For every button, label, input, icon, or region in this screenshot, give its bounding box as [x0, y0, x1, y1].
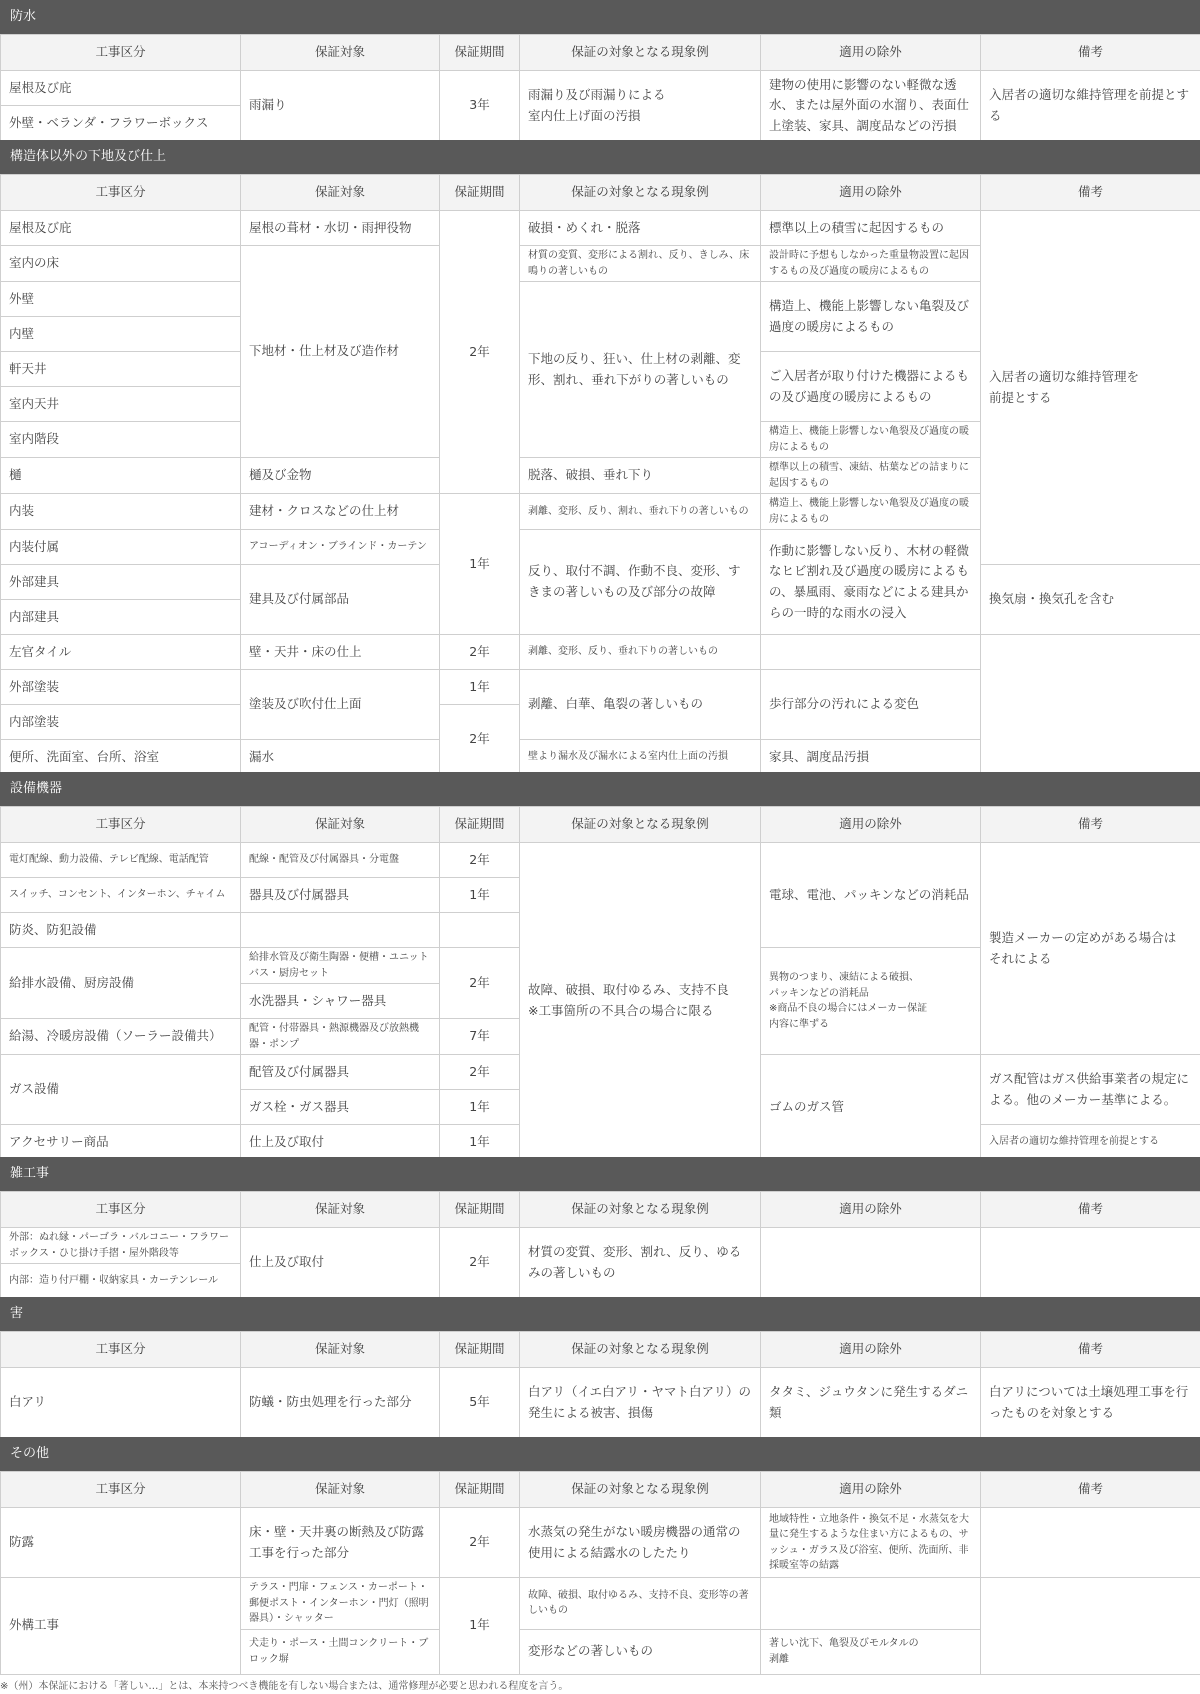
note-cell: 入居者の適切な維持管理を前提とする [981, 1125, 1200, 1160]
work-category-cell: 外壁・ベランダ・フラワーボックス [1, 106, 241, 141]
example-cell: 破損・めくれ・脱落 [520, 211, 761, 246]
target-cell: 防蟻・防虫処理を行った部分 [241, 1368, 440, 1438]
header-period: 保証期間 [440, 1472, 520, 1508]
example-cell: 下地の反り、狂い、仕上材の剥離、変形、割れ、垂れ下がりの著しいもの [520, 282, 761, 458]
work-category-cell: 室内の床 [1, 246, 241, 282]
exclusion-cell: 構造上、機能上影響しない亀裂及び過度の暖房によるもの [761, 494, 981, 530]
note-cell: 白アリについては土壌処理工事を行ったものを対象とする [981, 1368, 1200, 1438]
section-header-equipment: 設備機器 [0, 772, 1200, 806]
target-cell: テラス・門扉・フェンス・カーポート・郵便ポスト・インターホン・門灯（照明器具）・シャッター [241, 1578, 440, 1630]
exclusion-cell: 設計時に予想もしなかった重量物設置に起因するもの及び過度の暖房によるもの [761, 246, 981, 282]
exclusion-cell: 構造上、機能上影響しない亀裂及び過度の暖房によるもの [761, 422, 981, 458]
section-header-pest: 害 [0, 1297, 1200, 1331]
period-cell: 2年 [440, 1508, 520, 1578]
example-cell: 剥離、変形、反り、垂れ下りの著しいもの [520, 635, 761, 670]
note-cell: 製造メーカーの定めがある場合は それによる [981, 843, 1200, 1055]
work-category-cell: 屋根及び庇 [1, 211, 241, 246]
work-category-cell: 左官タイル [1, 635, 241, 670]
period-cell: 7年 [440, 1019, 520, 1055]
exclusion-cell [761, 635, 981, 670]
note-cell [981, 635, 1200, 775]
target-cell: 配管・付帯器具・熱源機器及び放熱機器・ポンプ [241, 1019, 440, 1055]
header-target: 保証対象 [241, 175, 440, 211]
period-cell: 2年 [440, 211, 520, 494]
target-cell: 給排水管及び衛生陶器・便槽・ユニットバス・厨房セット [241, 948, 440, 984]
work-category-cell: 内部建具 [1, 600, 241, 635]
header-note: 備考 [981, 175, 1200, 211]
header-note: 備考 [981, 1192, 1200, 1228]
header-exclusion: 適用の除外 [761, 1332, 981, 1368]
example-cell: 反り、取付不調、作動不良、変形、すきまの著しいもの及び部分の故障 [520, 530, 761, 635]
exclusion-cell: 構造上、機能上影響しない亀裂及び過度の暖房によるもの [761, 282, 981, 352]
header-period: 保証期間 [440, 1332, 520, 1368]
period-cell: 3年 [440, 71, 520, 141]
section-header-other: その他 [0, 1437, 1200, 1471]
example-cell: 故障、破損、取付ゆるみ、支持不良 ※工事箇所の不具合の場合に限る [520, 843, 761, 1160]
header-example: 保証の対象となる現象例 [520, 1472, 761, 1508]
header-example: 保証の対象となる現象例 [520, 35, 761, 71]
example-cell: 壁より漏水及び漏水による室内仕上面の汚損 [520, 740, 761, 775]
target-cell: 漏水 [241, 740, 440, 775]
period-cell: 2年 [440, 1228, 520, 1298]
work-category-cell: 内部塗装 [1, 705, 241, 740]
table-misc [0, 1191, 1200, 1298]
work-category-cell: 樋 [1, 458, 241, 494]
work-category-cell: 内部：造り付戸棚・収納家具・カーテンレール [1, 1264, 241, 1298]
header-work-category: 工事区分 [1, 807, 241, 843]
work-category-cell: 外壁 [1, 282, 241, 317]
table-equipment [0, 806, 1200, 1160]
period-cell: 1年 [440, 1125, 520, 1160]
target-cell: 雨漏り [241, 71, 440, 141]
period-cell: 1年 [440, 494, 520, 635]
note-cell [981, 1578, 1200, 1675]
exclusion-cell: ゴムのガス管 [761, 1055, 981, 1160]
note-cell: ガス配管はガス供給事業者の規定による。他のメーカー基準による。 [981, 1055, 1200, 1125]
target-cell: 建具及び付属部品 [241, 565, 440, 635]
period-cell: 1年 [440, 1578, 520, 1675]
target-cell: アコーディオン・ブラインド・カーテン [241, 530, 440, 565]
target-cell: 建材・クロスなどの仕上材 [241, 494, 440, 530]
header-exclusion: 適用の除外 [761, 1472, 981, 1508]
work-category-cell: 防炎、防犯設備 [1, 913, 241, 948]
exclusion-cell [761, 1228, 981, 1298]
header-work-category: 工事区分 [1, 1472, 241, 1508]
example-cell: 水蒸気の発生がない暖房機器の通常の使用による結露水のしたたり [520, 1508, 761, 1578]
note-cell: 換気扇・換気孔を含む [981, 565, 1200, 635]
target-cell: 塗装及び吹付仕上面 [241, 670, 440, 740]
period-cell: 2年 [440, 705, 520, 775]
target-cell: 器具及び付属器具 [241, 878, 440, 913]
target-cell: 水洗器具・シャワー器具 [241, 984, 440, 1019]
work-category-cell: アクセサリー商品 [1, 1125, 241, 1160]
example-cell: 雨漏り及び雨漏りによる 室内仕上げ面の汚損 [520, 71, 761, 141]
header-example: 保証の対象となる現象例 [520, 1192, 761, 1228]
header-target: 保証対象 [241, 35, 440, 71]
exclusion-cell [761, 1578, 981, 1630]
target-cell: 屋根の葺材・水切・雨押役物 [241, 211, 440, 246]
target-cell: 壁・天井・床の仕上 [241, 635, 440, 670]
example-cell: 材質の変質、変形による割れ、反り、きしみ、床鳴りの著しいもの [520, 246, 761, 282]
header-exclusion: 適用の除外 [761, 175, 981, 211]
header-target: 保証対象 [241, 1192, 440, 1228]
header-work-category: 工事区分 [1, 35, 241, 71]
exclusion-cell: 建物の使用に影響のない軽微な透水、または屋外面の水溜り、表面仕上塗装、家具、調度品などの汚損 [761, 71, 981, 141]
period-cell: 2年 [440, 948, 520, 1019]
header-target: 保証対象 [241, 807, 440, 843]
exclusion-cell: 家具、調度品汚損 [761, 740, 981, 775]
header-period: 保証期間 [440, 175, 520, 211]
header-period: 保証期間 [440, 1192, 520, 1228]
period-cell: 2年 [440, 843, 520, 878]
note-cell [981, 1508, 1200, 1578]
exclusion-cell: ご入居者が取り付けた機器によるもの及び過度の暖房によるもの [761, 352, 981, 422]
header-period: 保証期間 [440, 35, 520, 71]
header-note: 備考 [981, 807, 1200, 843]
target-cell: 仕上及び取付 [241, 1125, 440, 1160]
exclusion-cell: 著しい沈下、亀裂及びモルタルの 剥離 [761, 1629, 981, 1674]
header-example: 保証の対象となる現象例 [520, 1332, 761, 1368]
footnote: ※（州）本保証における「著しい…」とは、本来持つべき機能を有しない場合または、通常修理が必要と思われる程度を言う。 [0, 1681, 569, 1692]
header-note: 備考 [981, 1332, 1200, 1368]
work-category-cell: 外部建具 [1, 565, 241, 600]
header-exclusion: 適用の除外 [761, 807, 981, 843]
work-category-cell: スイッチ、コンセント、インターホン、チャイム [1, 878, 241, 913]
header-target: 保証対象 [241, 1472, 440, 1508]
target-cell: 下地材・仕上材及び造作材 [241, 246, 440, 458]
header-target: 保証対象 [241, 1332, 440, 1368]
period-cell: 1年 [440, 1090, 520, 1125]
note-cell: 入居者の適切な維持管理を前提とする [981, 71, 1200, 141]
work-category-cell: 室内天井 [1, 387, 241, 422]
example-cell: 剥離、変形、反り、割れ、垂れ下りの著しいもの [520, 494, 761, 530]
work-category-cell: 内装 [1, 494, 241, 530]
work-category-cell: 外部：ぬれ縁・パーゴラ・バルコニー・フラワーボックス・ひじ掛け手摺・屋外階段等 [1, 1228, 241, 1264]
work-category-cell: 内壁 [1, 317, 241, 352]
exclusion-cell: 歩行部分の汚れによる変色 [761, 670, 981, 740]
target-cell: 仕上及び取付 [241, 1228, 440, 1298]
target-cell: 配管及び付属器具 [241, 1055, 440, 1090]
header-work-category: 工事区分 [1, 175, 241, 211]
work-category-cell: 給湯、冷暖房設備（ソーラー設備共） [1, 1019, 241, 1055]
exclusion-cell: タタミ、ジュウタンに発生するダニ類 [761, 1368, 981, 1438]
example-cell: 脱落、破損、垂れ下り [520, 458, 761, 494]
period-cell: 1年 [440, 670, 520, 705]
target-cell: 樋及び金物 [241, 458, 440, 494]
work-category-cell: 防露 [1, 1508, 241, 1578]
period-cell: 5年 [440, 1368, 520, 1438]
target-cell: 犬走り・ポース・土間コンクリート・ブロック塀 [241, 1629, 440, 1674]
table-waterproof [0, 34, 1200, 141]
header-exclusion: 適用の除外 [761, 1192, 981, 1228]
work-category-cell: 便所、洗面室、台所、浴室 [1, 740, 241, 775]
example-cell: 故障、破損、取付ゆるみ、支持不良、変形等の著しいもの [520, 1578, 761, 1630]
header-work-category: 工事区分 [1, 1192, 241, 1228]
exclusion-cell: 作動に影響しない反り、木材の軽微なヒビ割れ及び過度の暖房によるもの、暴風雨、豪雨などによる建具からの一時的な雨水の浸入 [761, 530, 981, 635]
table-other [0, 1471, 1200, 1675]
work-category-cell: 内装付属 [1, 530, 241, 565]
period-cell [440, 913, 520, 948]
exclusion-cell: 標準以上の積雪に起因するもの [761, 211, 981, 246]
period-cell: 2年 [440, 635, 520, 670]
exclusion-cell: 標準以上の積雪、凍結、枯葉などの詰まりに起因するもの [761, 458, 981, 494]
example-cell: 剥離、白華、亀裂の著しいもの [520, 670, 761, 740]
target-cell: 床・壁・天井裏の断熱及び防露工事を行った部分 [241, 1508, 440, 1578]
work-category-cell: 軒天井 [1, 352, 241, 387]
target-cell: ガス栓・ガス器具 [241, 1090, 440, 1125]
target-cell: 配線・配管及び付属器具・分電盤 [241, 843, 440, 878]
exclusion-cell: 電球、電池、パッキンなどの消耗品 [761, 843, 981, 948]
exclusion-cell: 異物のつまり、凍結による破損、 パッキンなどの消耗品 ※商品不良の場合にはメーカー保証 内容に準ずる [761, 948, 981, 1055]
work-category-cell: 給排水設備、厨房設備 [1, 948, 241, 1019]
work-category-cell: 電灯配線、動力設備、テレビ配線、電話配管 [1, 843, 241, 878]
work-category-cell: 外部塗装 [1, 670, 241, 705]
work-category-cell: ガス設備 [1, 1055, 241, 1125]
period-cell: 2年 [440, 1055, 520, 1090]
work-category-cell: 外構工事 [1, 1578, 241, 1675]
work-category-cell: 屋根及び庇 [1, 71, 241, 106]
note-cell [981, 1228, 1200, 1298]
table-pest [0, 1331, 1200, 1438]
header-note: 備考 [981, 35, 1200, 71]
period-cell: 1年 [440, 878, 520, 913]
exclusion-cell: 地域特性・立地条件・換気不足・水蒸気を大量に発生するような住まい方によるもの、サッシュ・ガラス及び浴室、便所、洗面所、非採暖室等の結露 [761, 1508, 981, 1578]
work-category-cell: 白アリ [1, 1368, 241, 1438]
header-example: 保証の対象となる現象例 [520, 807, 761, 843]
section-header-misc: 雑工事 [0, 1157, 1200, 1191]
header-example: 保証の対象となる現象例 [520, 175, 761, 211]
section-header-finishes: 構造体以外の下地及び仕上 [0, 140, 1200, 174]
target-cell [241, 913, 440, 948]
header-exclusion: 適用の除外 [761, 35, 981, 71]
header-note: 備考 [981, 1472, 1200, 1508]
section-header-waterproof: 防水 [0, 0, 1200, 34]
example-cell: 変形などの著しいもの [520, 1629, 761, 1674]
example-cell: 白アリ（イエ白アリ・ヤマト白アリ）の発生による被害、損傷 [520, 1368, 761, 1438]
work-category-cell: 室内階段 [1, 422, 241, 458]
note-cell: 入居者の適切な維持管理を 前提とする [981, 211, 1200, 565]
header-period: 保証期間 [440, 807, 520, 843]
header-work-category: 工事区分 [1, 1332, 241, 1368]
example-cell: 材質の変質、変形、割れ、反り、ゆるみの著しいもの [520, 1228, 761, 1298]
table-finishes [0, 174, 1200, 775]
